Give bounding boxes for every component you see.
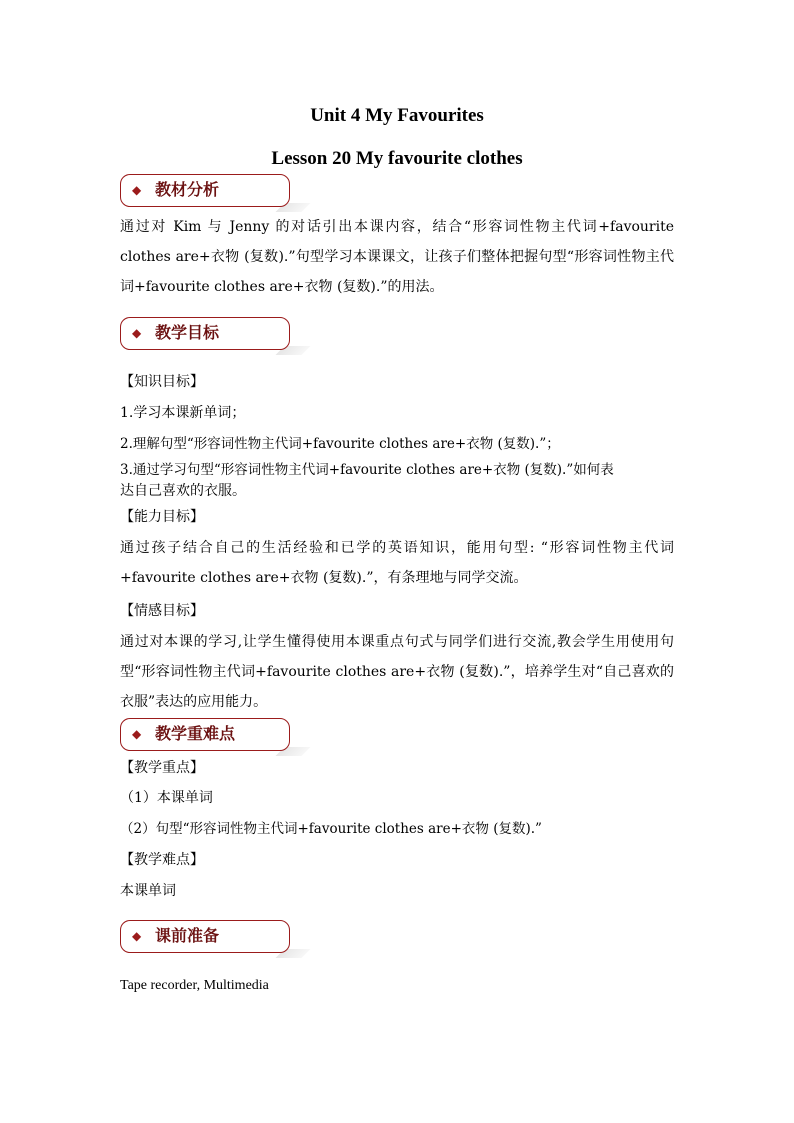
ability-goals-label: 【能力目标】	[120, 509, 204, 525]
diamond-icon: ◆	[132, 929, 142, 943]
focus-label: 【教学重点】	[120, 760, 204, 776]
difficulty-text: 本课单词	[120, 883, 176, 899]
section-header-goals	[120, 317, 294, 353]
section-title-analysis: 教材分析	[155, 180, 220, 199]
preparation-text: Tape recorder, Multimedia	[120, 978, 269, 993]
lesson-title: Lesson 20 My favourite clothes	[271, 148, 523, 169]
section-title-goals: 教学目标	[155, 323, 220, 342]
emotion-goals-text: 通过对本课的学习,让学生懂得使用本课重点句式与同学们进行交流,教会学生用使用句型“形容词性物主代词+favourite clothes are+衣物 (复数).”，培养学生对“自己喜欢的衣服”表达的应用能力。	[120, 634, 674, 710]
knowledge-goal-3-line2: 达自己喜欢的衣服。	[120, 483, 246, 499]
analysis-paragraph: 通过对 Kim 与 Jenny 的对话引出本课内容，结合“形容词性物主代词+favourite clothes are+衣物 (复数).”句型学习本课课文，让孩子们整体把握句型“形容词性物主代词+favourite clothes are+衣物 (复数).”的用法。	[120, 219, 674, 295]
ability-goals-text: 通过孩子结合自己的生活经验和已学的英语知识，能用句型: “形容词性物主代词+favourite clothes are+衣物 (复数).”，有条理地与同学交流。	[120, 540, 674, 586]
focus-item-1: （1）本课单词	[120, 790, 213, 806]
difficulty-label: 【教学难点】	[120, 852, 204, 868]
knowledge-goal-1: 1.学习本课新单词；	[120, 405, 246, 421]
section-header-key-points	[120, 718, 294, 754]
diamond-icon: ◆	[132, 326, 142, 340]
section-header-analysis	[120, 174, 294, 210]
diamond-icon: ◆	[132, 183, 142, 197]
focus-item-2: （2）句型“形容词性物主代词+favourite clothes are+衣物 (复数).”	[120, 821, 542, 837]
emotion-goals-label: 【情感目标】	[120, 603, 204, 619]
section-title-key-points: 教学重难点	[155, 724, 236, 743]
diamond-icon: ◆	[132, 727, 142, 741]
section-title-preparation: 课前准备	[155, 926, 220, 945]
section-header-preparation	[120, 920, 294, 956]
knowledge-goals-label: 【知识目标】	[120, 374, 204, 390]
unit-title: Unit 4 My Favourites	[310, 105, 484, 126]
knowledge-goal-3-line1: 3.通过学习句型“形容词性物主代词+favourite clothes are+衣物 (复数).”如何表	[120, 462, 614, 478]
knowledge-goal-2: 2.理解句型“形容词性物主代词+favourite clothes are+衣物 (复数).”；	[120, 436, 560, 452]
